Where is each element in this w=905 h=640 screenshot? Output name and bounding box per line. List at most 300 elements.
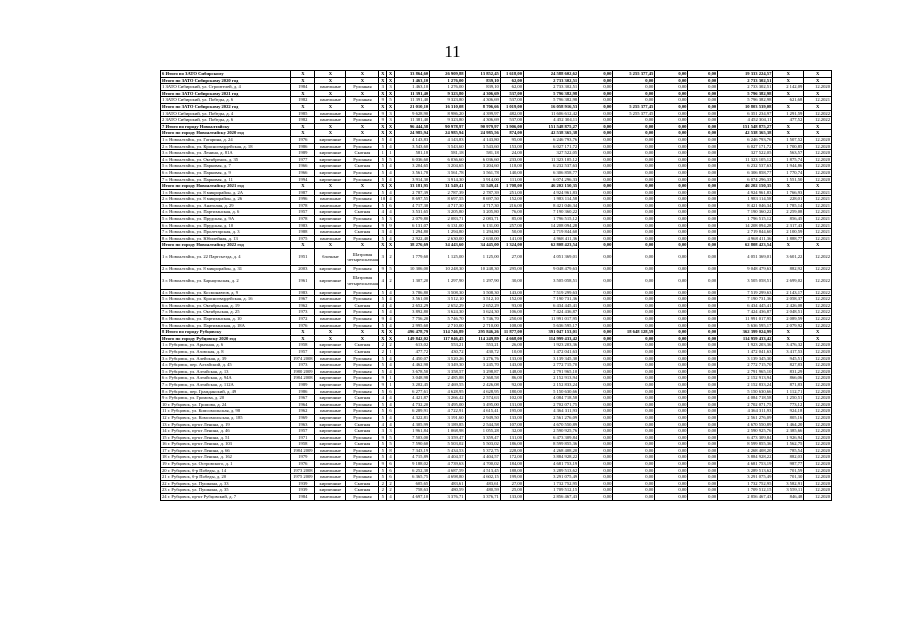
table-cell: 131,00 xyxy=(500,401,523,408)
row-label-cell: 15 г. Рубцовск, пр-кт Ленина, д. 51 xyxy=(161,434,291,441)
table-cell: 3 289 513,62 xyxy=(524,467,579,474)
table-cell: 4 xyxy=(387,421,395,428)
table-cell: 3 508,30 xyxy=(465,289,500,296)
table-cell: 4 513,45 xyxy=(465,467,500,474)
table-cell: 3 543,60 xyxy=(430,143,465,150)
table-cell: Рулонная xyxy=(346,196,379,203)
table-cell: 1 926,94 xyxy=(773,434,804,441)
row-label-cell: 6 г. Новоалтайск, ул. Прудская, д. 10 xyxy=(161,222,291,229)
table-cell: 9 188,02 xyxy=(394,461,429,468)
table-cell: 0,00 xyxy=(579,414,613,421)
table-cell: 5 xyxy=(379,447,387,454)
table-cell: 62 808 423,54 xyxy=(524,242,579,249)
table-cell: 2 485,88 xyxy=(430,375,465,382)
table-cell: 12.2020 xyxy=(804,461,832,468)
table-row xyxy=(161,362,832,369)
table-cell: X xyxy=(379,242,387,249)
table-row xyxy=(161,434,832,441)
table-cell: 0,00 xyxy=(579,447,613,454)
table-cell: 0,00 xyxy=(688,388,718,395)
table-cell: 4 732,20 xyxy=(394,401,429,408)
table-cell: 2 733 302,51 xyxy=(718,84,773,91)
table-cell: 1967 xyxy=(291,395,315,402)
table-cell: Скатная xyxy=(346,428,379,435)
table-cell: 4 697,10 xyxy=(394,494,429,501)
table-cell: 0,00 xyxy=(688,302,718,309)
table-cell: 0,00 xyxy=(579,176,613,183)
row-label-cell: 4 г. Новоалтайск, ул. Октябренок, д. 35 xyxy=(161,156,291,163)
table-cell: 0,00 xyxy=(688,235,718,242)
table-cell: 30,00 xyxy=(500,272,523,289)
table-cell: 188,00 xyxy=(500,467,523,474)
table-cell: 0,00 xyxy=(613,316,655,323)
table-cell: 483,61 xyxy=(465,480,500,487)
table-cell: Рулонная xyxy=(346,216,379,223)
row-label-cell: 6 Итого по ЗАТО Сибирскому xyxy=(161,71,291,78)
table-cell: X xyxy=(379,90,387,97)
table-cell: 391 047 153,01 xyxy=(524,329,579,336)
table-cell: кирпичные xyxy=(315,428,346,435)
table-cell: X xyxy=(773,123,804,130)
row-label-cell: 13 г. Рубцовск, пр-кт Ленина, д. 19 xyxy=(161,421,291,428)
table-cell: X xyxy=(291,123,315,130)
table-cell: 0,00 xyxy=(688,110,718,117)
table-cell: 5 434,53 xyxy=(430,447,465,454)
table-cell: 4 084 718,58 xyxy=(524,395,579,402)
table-cell: 8 697,50 xyxy=(465,196,500,203)
table-cell: 1 250,51 xyxy=(773,395,804,402)
table-cell: 4 722,91 xyxy=(430,408,465,415)
table-cell: 7 424 436,87 xyxy=(718,309,773,316)
table-cell: 216,00 xyxy=(500,202,523,209)
table-cell: 0,00 xyxy=(613,322,655,329)
table-cell: X xyxy=(346,130,379,137)
table-cell: 1978 xyxy=(291,202,315,209)
table-cell: Скатная xyxy=(346,348,379,355)
table-cell: 839,10 xyxy=(465,77,500,84)
table-cell: 0,00 xyxy=(655,401,688,408)
table-cell: 1 923 203,36 xyxy=(718,342,773,349)
table-cell: 3 512,10 xyxy=(430,296,465,303)
table-cell: 11 323 105,12 xyxy=(718,156,773,163)
table-row xyxy=(161,487,832,494)
table-cell: 2 561 276,09 xyxy=(718,414,773,421)
table-cell: 4 670 550,89 xyxy=(718,421,773,428)
table-total-row xyxy=(161,242,832,249)
table-cell: 12.2020 xyxy=(804,480,832,487)
row-label-cell: 4 г. Новоалтайск, ул. Партизанская, д. 6 xyxy=(161,209,291,216)
table-total-row xyxy=(161,335,832,342)
table-cell: 9 048 479,63 xyxy=(718,266,773,273)
table-cell: 3 914,30 xyxy=(394,176,429,183)
table-cell: 4 615,41 xyxy=(465,408,500,415)
table-cell: X xyxy=(346,242,379,249)
table-cell: Скатная xyxy=(346,163,379,170)
table-row xyxy=(161,316,832,323)
table-cell: 0,00 xyxy=(655,309,688,316)
table-row xyxy=(161,375,832,382)
table-cell: 11 606 612,42 xyxy=(524,110,579,117)
table-cell: 0,00 xyxy=(688,348,718,355)
table-cell: 4 143,83 xyxy=(394,136,429,143)
table-cell: Рулонная xyxy=(346,235,379,242)
table-cell: 0,00 xyxy=(655,355,688,362)
table-cell: 3 376,71 xyxy=(430,494,465,501)
row-label-cell: 9 г. Рубцовск, ул. Громова, д. 20 xyxy=(161,395,291,402)
table-cell: 5 372,75 xyxy=(465,447,500,454)
table-cell: 0,00 xyxy=(579,329,613,336)
table-cell: 3 582,91 xyxy=(773,480,804,487)
table-cell: 4 xyxy=(387,229,395,236)
table-cell: кирпичные xyxy=(315,375,346,382)
table-cell: 827,83 xyxy=(773,362,804,369)
table-cell: 805,16 xyxy=(773,414,804,421)
table-cell: 4 xyxy=(387,302,395,309)
table-cell: 4 xyxy=(387,163,395,170)
table-cell: 0,00 xyxy=(688,143,718,150)
table-cell: 12.2020 xyxy=(804,342,832,349)
table-cell: 2 152 913,94 xyxy=(718,375,773,382)
table-cell: 10 248,30 xyxy=(465,266,500,273)
table-cell: 5 796 382,98 xyxy=(524,90,579,97)
table-cell: 0,00 xyxy=(613,183,655,190)
table-cell: Шатровая четырехскатная xyxy=(346,249,379,266)
table-cell: 2 xyxy=(387,480,395,487)
table-cell: 3 508,30 xyxy=(430,289,465,296)
table-cell: 1 463,10 xyxy=(394,84,429,91)
table-cell: 12.2022 xyxy=(804,309,832,316)
table-cell: X xyxy=(387,77,395,84)
table-cell: 0,00 xyxy=(613,421,655,428)
table-cell: 0,00 xyxy=(579,408,613,415)
table-cell: 111,00 xyxy=(500,176,523,183)
table-cell: 38 276,69 xyxy=(394,242,429,249)
table-cell: 0,00 xyxy=(655,480,688,487)
table-cell: 3 xyxy=(387,117,395,124)
table-cell: панельные xyxy=(315,97,346,104)
table-cell: Рулонная xyxy=(346,316,379,323)
table-cell: 553,21 xyxy=(465,342,500,349)
table-cell: 0,00 xyxy=(688,368,718,375)
table-cell: 2 652,29 xyxy=(465,302,500,309)
table-cell: 12.2020 xyxy=(804,176,832,183)
table-cell: 0,00 xyxy=(688,272,718,289)
table-cell: 0,00 xyxy=(613,143,655,150)
table-cell: X xyxy=(387,123,395,130)
row-label-cell: 3 г. Новоалтайск, ул. Анатолия, д. 29 xyxy=(161,202,291,209)
table-cell: 7 190 731,36 xyxy=(718,296,773,303)
table-cell: X xyxy=(387,90,395,97)
table-cell: 1 xyxy=(387,150,395,157)
table-cell: X xyxy=(291,90,315,97)
table-cell: 0,00 xyxy=(655,447,688,454)
table-cell: панельные xyxy=(315,143,346,150)
row-label-cell: 8 г. Новоалтайск, ул. Партизанская, д. 10 xyxy=(161,316,291,323)
table-cell: 76,00 xyxy=(500,209,523,216)
table-cell: Рулонная xyxy=(346,408,379,415)
table-cell: 4 143,80 xyxy=(465,136,500,143)
table-cell: 4 602,15 xyxy=(465,474,500,481)
table-cell: 12.2022 xyxy=(804,272,832,289)
table-cell: 882,03 xyxy=(773,454,804,461)
table-cell: 3 561,78 xyxy=(394,169,429,176)
table-cell: 5 xyxy=(379,202,387,209)
table-cell: 0,00 xyxy=(688,136,718,143)
table-cell: 0,00 xyxy=(579,355,613,362)
table-cell: Рулонная xyxy=(346,169,379,176)
table-cell: 846,48 xyxy=(773,494,804,501)
table-cell: 0,00 xyxy=(688,266,718,273)
table-cell: 0,00 xyxy=(655,216,688,223)
table-cell: 0,00 xyxy=(655,183,688,190)
table-cell: 1 785,14 xyxy=(773,202,804,209)
row-label-cell: 8 г. Новоалтайск, ул. Юбилейная, д. 13 xyxy=(161,235,291,242)
table-cell: 1939 xyxy=(291,487,315,494)
table-cell: 0,00 xyxy=(613,474,655,481)
table-cell: 3 505 058,51 xyxy=(718,272,773,289)
table-cell: 4 xyxy=(387,289,395,296)
table-cell: 0,00 xyxy=(655,202,688,209)
table-cell: X xyxy=(773,130,804,137)
table-cell: 0,00 xyxy=(579,84,613,91)
table-cell: 1974 2008 xyxy=(291,355,315,362)
table-cell: 5 796 382,98 xyxy=(718,97,773,104)
table-cell: 0,00 xyxy=(688,316,718,323)
table-cell: 31 549,41 xyxy=(430,183,465,190)
table-cell: 3 349,30 xyxy=(430,362,465,369)
table-cell: 2 100,59 xyxy=(773,229,804,236)
table-total-row xyxy=(161,103,832,110)
table-cell: 477,52 xyxy=(773,117,804,124)
table-cell: 1 796 515,12 xyxy=(718,216,773,223)
table-cell: X xyxy=(773,71,804,78)
table-cell: 2 719 844,60 xyxy=(524,229,579,236)
table-cell: 362 399 024,99 xyxy=(718,329,773,336)
table-cell: X xyxy=(291,183,315,190)
table-cell: 924,18 xyxy=(773,408,804,415)
table-cell: 2 xyxy=(387,272,395,289)
table-cell: 4 715,89 xyxy=(394,454,429,461)
table-cell: 701,59 xyxy=(773,467,804,474)
table-cell: 1980 2009 xyxy=(291,368,315,375)
table-cell: Скатная xyxy=(346,480,379,487)
table-cell: X xyxy=(387,71,395,78)
table-cell: 3 204,60 xyxy=(465,163,500,170)
table-cell: 1 xyxy=(387,381,395,388)
table-cell: 0,00 xyxy=(688,202,718,209)
table-cell: 6 xyxy=(387,461,395,468)
table-cell: 1979 xyxy=(291,454,315,461)
table-cell: 0,00 xyxy=(655,169,688,176)
table-cell: 4 xyxy=(387,176,395,183)
table-cell: 1984 2008 xyxy=(291,375,315,382)
table-cell: 0,00 xyxy=(655,322,688,329)
table-cell: 1 324,00 xyxy=(500,242,523,249)
table-cell: кирпичные xyxy=(315,381,346,388)
table-cell: X xyxy=(379,71,387,78)
table-cell: 0,00 xyxy=(613,176,655,183)
table-cell: 172,00 xyxy=(500,454,523,461)
table-cell: Рулонная xyxy=(346,222,379,229)
table-cell: 1 055,28 xyxy=(465,428,500,435)
table-cell: кирпичные xyxy=(315,156,346,163)
table-cell: Рулонная xyxy=(346,454,379,461)
table-row xyxy=(161,480,832,487)
table-cell: 6 xyxy=(387,388,395,395)
table-cell: 4 xyxy=(379,272,387,289)
table-cell: 5 xyxy=(387,441,395,448)
table-cell: 33 864,60 xyxy=(394,71,429,78)
table-total-row xyxy=(161,183,832,190)
table-cell: 4 739,63 xyxy=(430,461,465,468)
table-cell: 0,00 xyxy=(688,150,718,157)
table-cell: Рулонная xyxy=(346,110,379,117)
table-cell: 0,00 xyxy=(655,428,688,435)
table-cell: X xyxy=(773,103,804,110)
table-cell: Рулонная xyxy=(346,296,379,303)
table-cell: 0,00 xyxy=(655,316,688,323)
table-cell: 96 444,58 xyxy=(394,123,429,130)
table-cell: X xyxy=(804,103,832,110)
row-label-cell: 1 ЗАТО Сибирский, ул. Строителей, д. 4 xyxy=(161,84,291,91)
table-cell: 2 385,66 xyxy=(773,428,804,435)
table-row xyxy=(161,143,832,150)
table-cell: 839,10 xyxy=(465,84,500,91)
table-cell: 2 922,40 xyxy=(394,235,429,242)
table-cell: 0,00 xyxy=(688,467,718,474)
table-cell: 6 036,60 xyxy=(465,156,500,163)
table-row xyxy=(161,408,832,415)
row-label-cell: 23 г. Рубцовск, ул. Пушкина, д. 35 xyxy=(161,487,291,494)
table-cell: 12.2020 xyxy=(804,428,832,435)
table-cell: 42 538 365,38 xyxy=(524,130,579,137)
table-cell: 0,00 xyxy=(655,103,688,110)
table-cell: 4 698,80 xyxy=(430,474,465,481)
table-cell: 14 208 094,28 xyxy=(524,222,579,229)
table-cell: 4 450,07 xyxy=(394,355,429,362)
table-cell: 2 079,92 xyxy=(773,322,804,329)
table-cell: 483,61 xyxy=(430,480,465,487)
table-cell: 107,00 xyxy=(500,421,523,428)
table-cell: 5 636 595,17 xyxy=(718,322,773,329)
table-cell: 12.2021 xyxy=(804,202,832,209)
table-cell: кирпичные xyxy=(315,342,346,349)
table-cell: кирпичные xyxy=(315,395,346,402)
table-cell: 24 985,56 xyxy=(465,130,500,137)
table-cell: 6 434 445,41 xyxy=(718,302,773,309)
table-cell: 46 202 150,35 xyxy=(524,183,579,190)
table-cell: 0,00 xyxy=(655,110,688,117)
table-cell: 1973 2008 xyxy=(291,467,315,474)
table-cell: 5 xyxy=(379,143,387,150)
row-label-cell: Итого по ЗАТО Сибирскому 2022 год xyxy=(161,103,291,110)
table-cell: 4 452 304,11 xyxy=(524,117,579,124)
table-cell: 12.2020 xyxy=(804,401,832,408)
table-cell: 151 548 875,27 xyxy=(524,123,579,130)
table-cell: 0,00 xyxy=(579,97,613,104)
table-cell: 0,00 xyxy=(655,242,688,249)
table-cell: Рулонная xyxy=(346,461,379,468)
table-cell: 5 746,70 xyxy=(430,316,465,323)
table-cell: 3 245,70 xyxy=(465,362,500,369)
row-label-cell: 4 г. Рубцовск, пер. Алтайский, д. 45 xyxy=(161,362,291,369)
table-cell: 31 549,41 xyxy=(465,183,500,190)
table-row xyxy=(161,414,832,421)
table-cell: 12.2020 xyxy=(804,348,832,355)
table-row xyxy=(161,272,832,289)
table-cell: 2 710,00 xyxy=(465,322,500,329)
table-cell: 874,00 xyxy=(500,130,523,137)
table-cell: 1 888,77 xyxy=(773,235,804,242)
table-cell: 1988 xyxy=(291,229,315,236)
table-cell: 0,00 xyxy=(655,209,688,216)
table-cell: 0,00 xyxy=(655,388,688,395)
table-cell: 1 779,60 xyxy=(394,249,429,266)
table-cell: X xyxy=(773,242,804,249)
table-cell: 0,00 xyxy=(579,249,613,266)
table-cell: 0,00 xyxy=(655,348,688,355)
table-cell: 3 204,65 xyxy=(430,163,465,170)
table-cell: 0,00 xyxy=(579,322,613,329)
table-cell: 0,00 xyxy=(613,335,655,342)
table-cell: Рулонная xyxy=(346,381,379,388)
table-cell: 3 914,30 xyxy=(430,176,465,183)
table-cell: 0,00 xyxy=(655,329,688,336)
table-cell: 3 561,00 xyxy=(394,296,429,303)
table-cell: 1994 xyxy=(291,176,315,183)
table-cell: 12.2021 xyxy=(804,209,832,216)
table-cell: 0,00 xyxy=(579,302,613,309)
table-cell: 5 503,02 xyxy=(430,441,465,448)
row-label-cell: 7 г. Рубцовск, ул. Алтайская, д. 112А xyxy=(161,381,291,388)
table-cell: 5 xyxy=(379,408,387,415)
row-label-cell: 1 г. Новоалтайск, ул. 22 Партсъезда, д. 4 xyxy=(161,249,291,266)
table-cell: 27,00 xyxy=(500,480,523,487)
table-cell: 9 xyxy=(379,434,387,441)
table-cell: 4 xyxy=(387,235,395,242)
table-cell: 2 368,58 xyxy=(465,375,500,382)
table-cell: 0,00 xyxy=(688,322,718,329)
table-cell: 2 791 965,10 xyxy=(718,368,773,375)
table-cell: кирпичные xyxy=(315,480,346,487)
table-cell: 12.2022 xyxy=(804,302,832,309)
table-cell: 4 717,30 xyxy=(394,202,429,209)
table-cell: 0,00 xyxy=(613,136,655,143)
table-cell: 4 051 369,01 xyxy=(718,249,773,266)
table-cell: 1 019,00 xyxy=(500,103,523,110)
table-cell: панельные xyxy=(315,368,346,375)
table-cell: 1 xyxy=(387,348,395,355)
table-cell: 0,00 xyxy=(655,368,688,375)
table-row xyxy=(161,401,832,408)
table-cell: 0,00 xyxy=(688,296,718,303)
table-cell: 1973 xyxy=(291,309,315,316)
table-row xyxy=(161,322,832,329)
table-cell: 314 746,89 xyxy=(430,329,465,336)
table-cell: 773,12 xyxy=(773,401,804,408)
table-cell: 0,00 xyxy=(688,249,718,266)
table-cell: 1 732 752,95 xyxy=(718,480,773,487)
table-cell: 3 884 928,22 xyxy=(718,454,773,461)
table-cell: 1 297,90 xyxy=(465,272,500,289)
table-cell: 295,00 xyxy=(500,266,523,273)
table-row xyxy=(161,97,832,104)
table-cell: панельные xyxy=(315,461,346,468)
table-cell: 1977 xyxy=(291,156,315,163)
table-cell: 0,00 xyxy=(655,130,688,137)
table-cell: 46 202 150,35 xyxy=(718,183,773,190)
table-cell: 4 xyxy=(387,362,395,369)
